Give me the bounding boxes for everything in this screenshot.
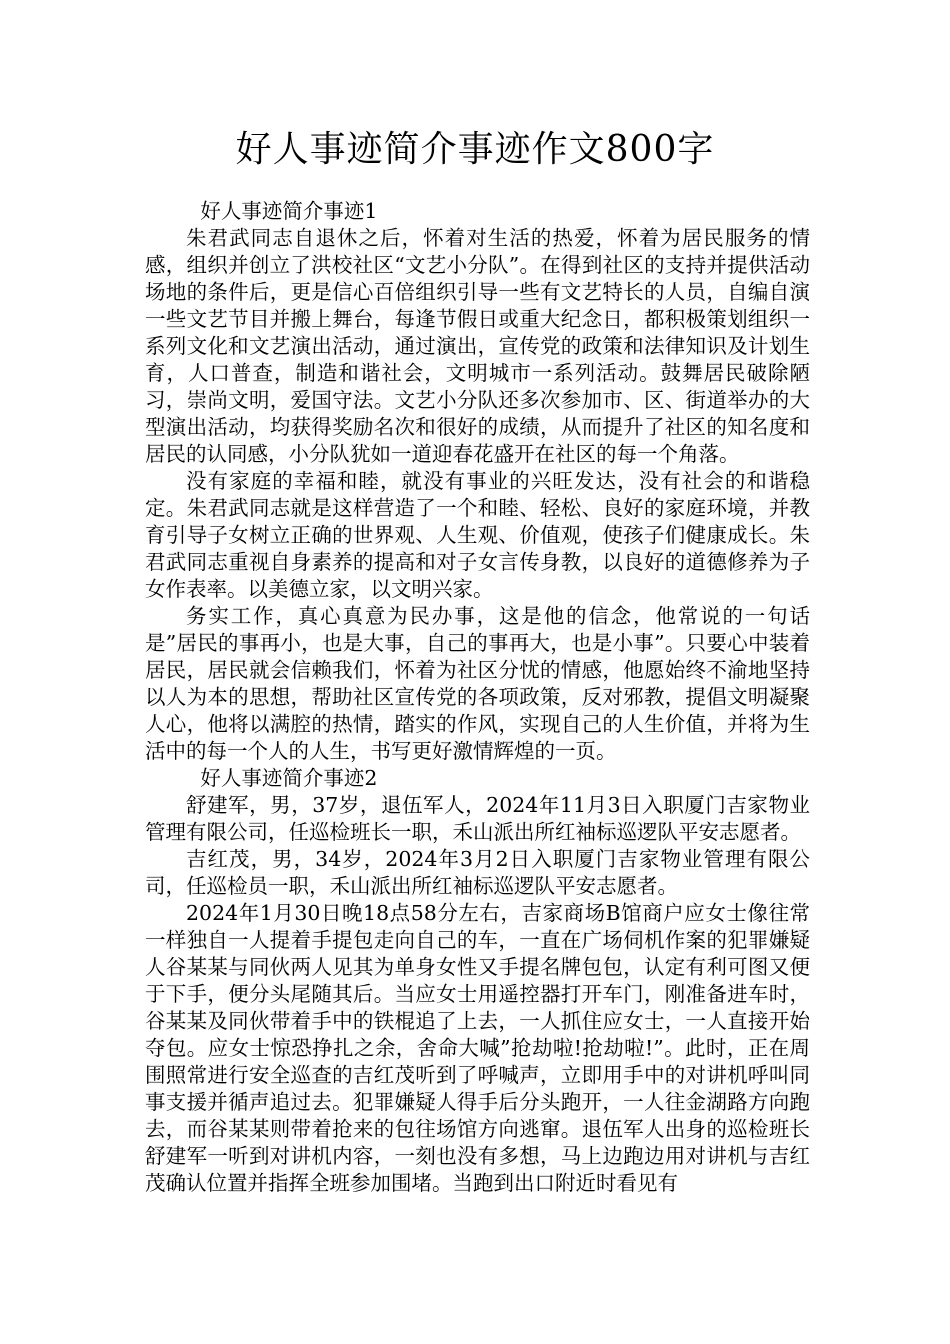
paragraph: 吉红茂，男，34岁，2024年3月2日入职厦门吉家物业管理有限公司，任巡检员一职，禾山派出所红袖标巡逻队平安志愿者。 <box>145 847 810 898</box>
document-title: 好人事迹简介事迹作文800字 <box>235 129 715 170</box>
paragraph: 舒建军，男，37岁，退伍军人，2024年11月3日入职厦门吉家物业管理有限公司，任巡检班长一职，禾山派出所红袖标巡逻队平安志愿者。 <box>145 793 810 844</box>
section-heading: 好人事迹简介事迹1 <box>200 199 378 223</box>
paragraph: 2024年1月30日晚18点58分左右，吉家商场B馆商户应女士像往常一样独自一人提着手提包走向自己的车，一直在广场伺机作案的犯罪嫌疑人谷某某与同伙两人见其为单身女性又手提名牌包包，认定有利可图又便于下手，便分头尾随其后。当应女士用遥控器打开车门，刚准备进车时，谷某某及同伙带着手中的铁棍追了上去，一人抓住应女士，一人直接开始夺包。应女士惊恐挣扎之余，舍命大喊”抢劫啦!抢劫啦!”。此时，正在周围照常进行安全巡查的吉红茂听到了呼喊声，立即用手中的对讲机呼叫同事支援并循声追过去。犯罪嫌疑人得手后分头跑开，一人往金湖路方向跑去，而谷某某则带着抢来的包往场馆方向逃窜。退伍军人出身的巡检班长舒建军一听到对讲机内容，一刻也没有多想，马上边跑边用对讲机与吉红茂确认位置并指挥全班参加围堵。当跑到出口附近时看见有 <box>145 901 810 1195</box>
paragraph: 朱君武同志自退休之后，怀着对生活的热爱，怀着为居民服务的情感，组织并创立了洪校社区“文艺小分队”。在得到社区的支持并提供活动场地的条件后，更是信心百倍组织引导一些有文艺特长的人员，自编自演一些文艺节目并搬上舞台，每逢节假日或重大纪念日，都积极策划组织一系列文化和文艺演出活动，通过演出，宣传党的政策和法律知识及计划生育，人口普查，制造和谐社会，文明城市一系列活动。鼓舞居民破除陋习，崇尚文明，爱国守法。文艺小分队还多次参加市、区、街道举办的大型演出活动，均获得奖励名次和很好的成绩，从而提升了社区的知名度和居民的认同感，小分队犹如一道迎春花盛开在社区的每一个角落。 <box>145 226 810 466</box>
paragraph: 务实工作，真心真意为民办事，这是他的信念，他常说的一句话是”居民的事再小，也是大事，自己的事再大，也是小事”。只要心中装着居民，居民就会信赖我们，怀着为社区分忧的情感，他愿始终不渝地坚持以人为本的思想，帮助社区宣传党的各项政策，反对邪教，提倡文明凝聚人心，他将以满腔的热情，踏实的作风，实现自己的人生价值，并将为生活中的每一个人的人生，书写更好激情辉煌的一页。 <box>145 604 810 763</box>
paragraph: 没有家庭的幸福和睦，就没有事业的兴旺发达，没有社会的和谐稳定。朱君武同志就是这样营造了一个和睦、轻松、良好的家庭环境，并教育引导子女树立正确的世界观、人生观、价值观，使孩子们健康成长。朱君武同志重视自身素养的提高和对子女言传身教，以良好的道德修养为子女作表率。以美德立家，以文明兴家。 <box>145 469 810 601</box>
section-heading: 好人事迹简介事迹2 <box>200 766 378 790</box>
document-body <box>145 198 810 1197</box>
